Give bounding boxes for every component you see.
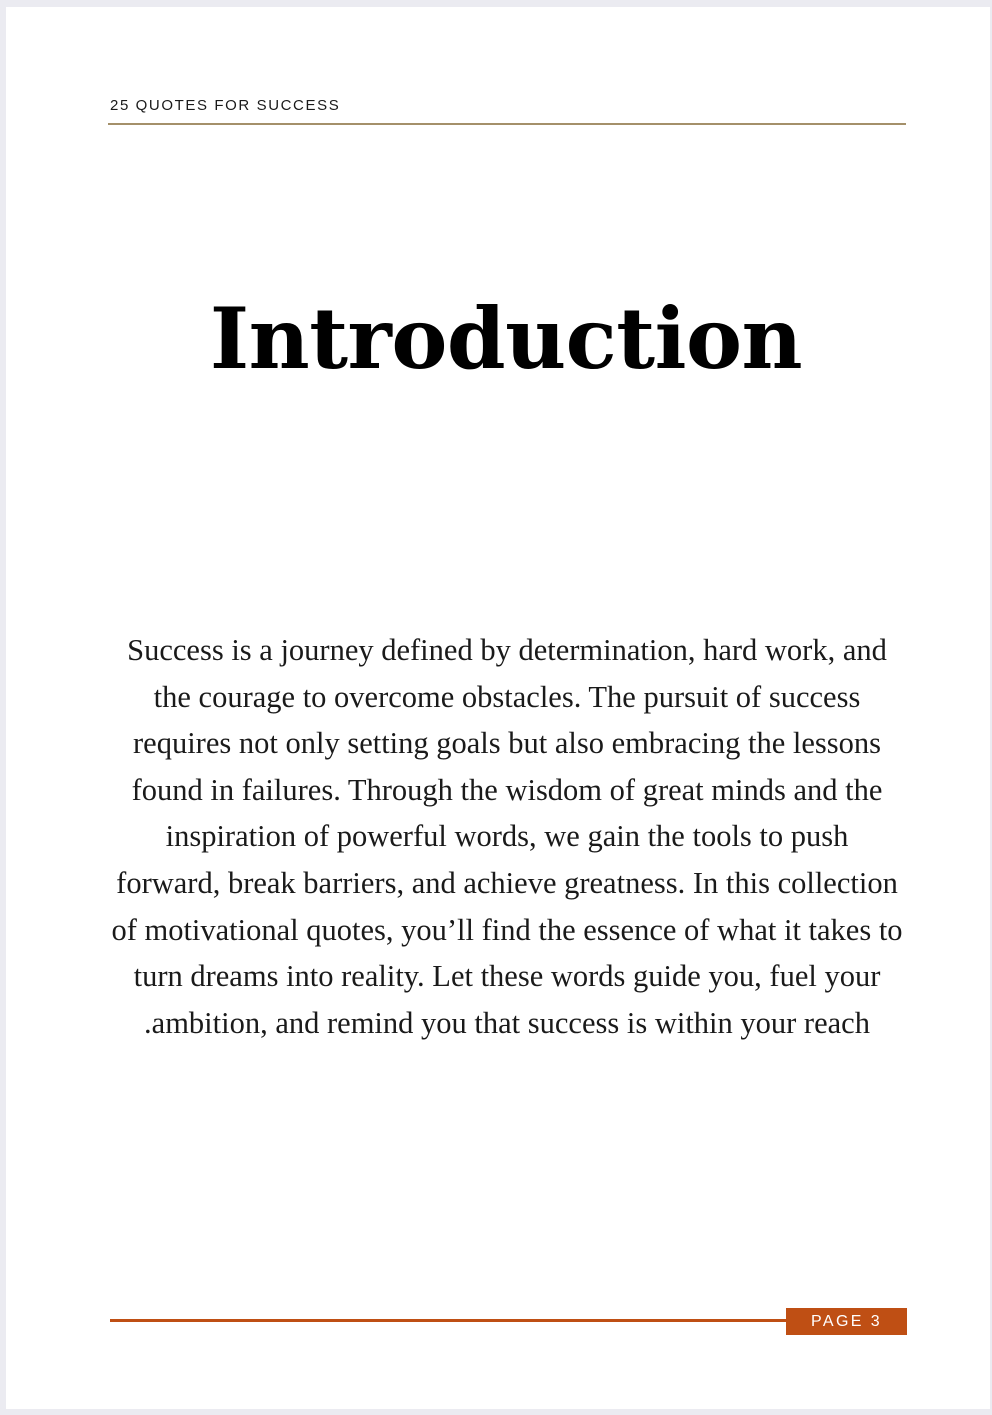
running-header: 25 QUOTES FOR SUCCESS <box>110 97 341 114</box>
page-title: Introduction <box>209 289 803 388</box>
paragraph-line: of motivational quotes, you’ll find the essence of what it takes to <box>111 912 903 947</box>
page-number-badge: PAGE 3 <box>786 1308 907 1335</box>
paragraph-line: the courage to overcome obstacles. The pursuit of success <box>153 679 861 714</box>
document-page <box>6 7 990 1409</box>
paragraph-line: inspiration of powerful words, we gain the tools to push <box>165 819 849 854</box>
header-divider <box>108 123 906 125</box>
paragraph-line: found in failures. Through the wisdom of great minds and the <box>131 772 883 807</box>
intro-paragraph <box>50 627 964 1046</box>
paragraph-line: requires not only setting goals but also embracing the lessons <box>133 726 881 761</box>
paragraph-line: .ambition, and remind you that success is within your reach <box>144 1005 870 1040</box>
paragraph-line: Success is a journey defined by determination, hard work, and <box>127 633 887 667</box>
footer-divider <box>110 1319 792 1322</box>
paragraph-line: forward, break barriers, and achieve greatness. In this collection <box>116 865 898 900</box>
paragraph-line: turn dreams into reality. Let these words guide you, fuel your <box>133 959 881 994</box>
